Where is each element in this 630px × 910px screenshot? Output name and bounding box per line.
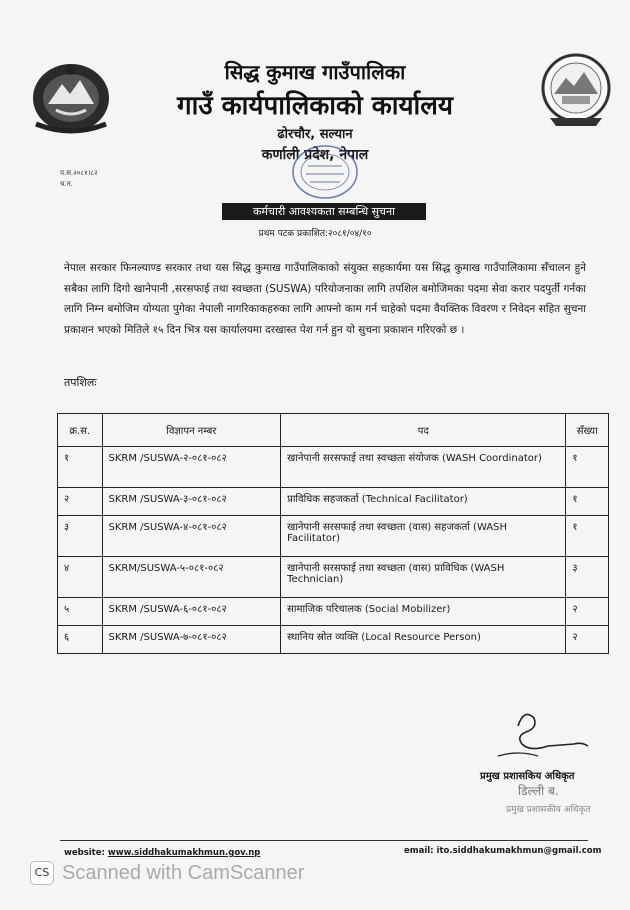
row-sn: ४ — [58, 557, 103, 598]
table-row — [58, 516, 609, 557]
signatory-name: डिल्ली ब. — [518, 784, 559, 798]
row-count: १ — [566, 447, 609, 488]
office-province: कर्णाली प्रदेश, नेपाल — [261, 147, 369, 163]
row-ad-number: SKRM/SUSWA-५-०८१-०८२ — [102, 557, 281, 598]
reference-numbers — [60, 168, 98, 190]
row-ad-number: SKRM /SUSWA-३-०८१-०८२ — [102, 488, 281, 516]
letter-number: प.स.२०८१।८२ — [60, 169, 98, 177]
vacancy-table — [57, 413, 609, 654]
dispatch-number: च.न. — [60, 180, 73, 188]
row-ad-number: SKRM /SUSWA-४-०८१-०८२ — [102, 516, 281, 557]
col-header-post: पद — [281, 414, 566, 447]
col-header-ad-number: विज्ञापन नम्बर — [102, 414, 281, 447]
footer-email: email: ito.siddhakumakhmun@gmail.com — [404, 846, 602, 856]
table-row — [58, 488, 609, 516]
row-sn: २ — [58, 488, 103, 516]
row-post: स्थानिय स्रोत व्यक्ति (Local Resource Person) — [281, 626, 566, 654]
table-row — [58, 598, 609, 626]
row-ad-number: SKRM /SUSWA-६-०८१-०८२ — [102, 598, 281, 626]
signature-icon — [478, 706, 598, 766]
row-post: खानेपानी सरसफाई तथा स्वच्छता संयोजक (WASH Coordinator) — [281, 447, 566, 488]
col-header-sn: क्र.स. — [58, 414, 103, 447]
row-sn: ५ — [58, 598, 103, 626]
camscanner-watermark: Scanned with CamScanner — [62, 862, 305, 884]
row-count: १ — [566, 516, 609, 557]
office-name: गाउँ कार्यपालिकाको कार्यालय — [177, 91, 453, 121]
row-count: ३ — [566, 557, 609, 598]
row-ad-number: SKRM /SUSWA-२-०८१-०८२ — [102, 447, 281, 488]
row-count: २ — [566, 598, 609, 626]
notice-title: कर्मचारी आवश्यकता सम्बन्धि सुचना — [222, 203, 426, 220]
row-sn: ३ — [58, 516, 103, 557]
col-header-count: सँख्या — [566, 414, 609, 447]
table-row — [58, 557, 609, 598]
row-post: सामाजिक परिचालक (Social Mobilizer) — [281, 598, 566, 626]
row-count: २ — [566, 626, 609, 654]
publish-date: प्रथम पटक प्रकाशित:२०८१/०४/१० — [258, 229, 372, 239]
table-header-row — [58, 414, 609, 447]
table-row — [58, 626, 609, 654]
row-sn: १ — [58, 447, 103, 488]
notice-paragraph: नेपाल सरकार फिनल्याण्ड सरकार तथा यस सिद्ध कुमाख गाउँपालिकाको संयुक्त सहकार्यमा यस सिद्ध कुमाख गाउँपालिकामा सँचालन हुने सबैका लागि दिगो खानेपानी ,सरसफाई तथा स्वच्छता (SUSWA) परियोजनाका लागि तपशिल बमोजिमका पदमा सेवा करार पदपुर्ती गर्नका लागि निम्न बमोजिम योग्यता पुगेका नेपाली नागरिकाकहरुका लागि आफ्नो काम गर्न चाहेको पदमा वैयक्तिक विवरण र निवेदन सहित सुचना प्रकाशन भएको मितिले १५ दिन भित्र यस कार्यालयमा दरखास्त पेश गर्न हुन यो सुचना प्रकाशन गरिएको छ । — [64, 262, 586, 336]
row-ad-number: SKRM /SUSWA-७-०८१-०८२ — [102, 626, 281, 654]
row-post: खानेपानी सरसफाई तथा स्वच्छता (वास) सहजकर्ता (WASH Facilitator) — [281, 516, 566, 557]
office-stamp-icon — [290, 142, 360, 202]
footer-divider — [60, 840, 588, 841]
camscanner-logo-icon: CS — [30, 861, 54, 885]
municipality-name: सिद्ध कुमाख गाउँपालिका — [224, 60, 406, 84]
row-count: १ — [566, 488, 609, 516]
row-sn: ६ — [58, 626, 103, 654]
website-label: website: — [64, 848, 105, 858]
website-link[interactable]: www.siddhakumakhmun.gov.np — [107, 848, 261, 858]
table-row — [58, 447, 609, 488]
row-post: खानेपानी सरसफाई तथा स्वच्छता (वास) प्राविधिक (WASH Technician) — [281, 557, 566, 598]
details-label: तपशिलः — [64, 376, 97, 389]
footer-website — [64, 848, 260, 858]
signatory-stamp-title: प्रमुख प्रशासकीय अधिकृत — [506, 805, 591, 815]
office-location: ढोरचौर, सल्यान — [277, 127, 353, 142]
row-post: प्राविधिक सहजकर्ता (Technical Facilitator) — [281, 488, 566, 516]
signatory-title: प्रमुख प्रशासकिय अधिकृत — [480, 771, 575, 782]
